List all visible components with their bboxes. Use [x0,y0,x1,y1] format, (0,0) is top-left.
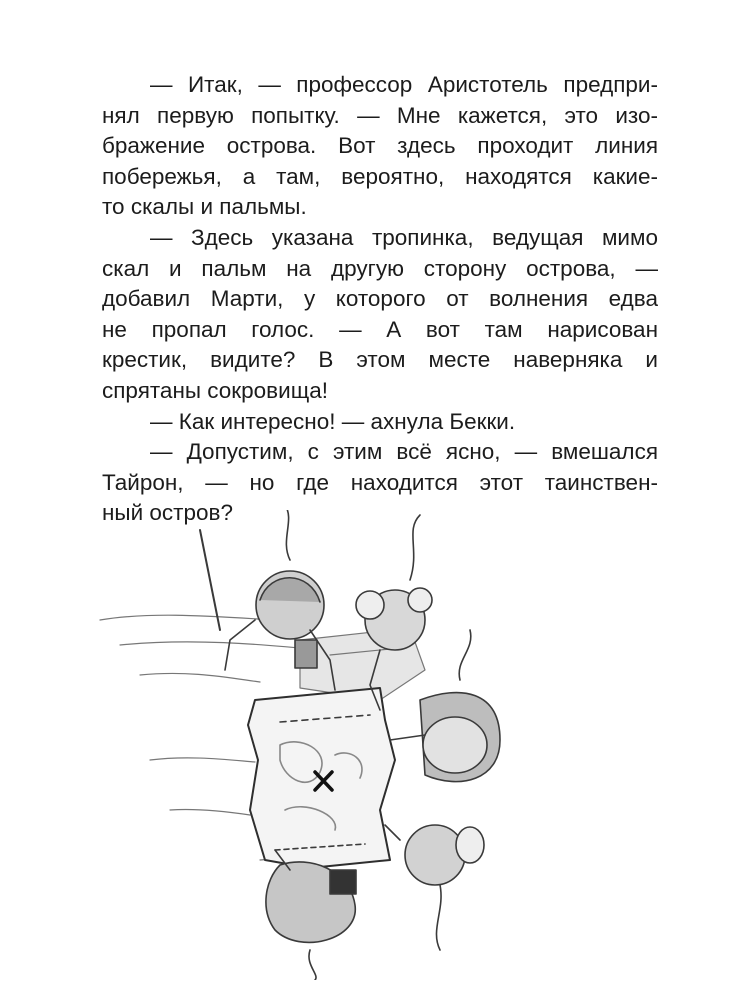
text-line: — Здесь указана тропинка, ведущая мимо [150,224,658,250]
story-text [102,70,658,529]
text-line: нял первую попытку. — Мне кажется, это изо- [102,102,658,128]
text-line: то скалы и пальмы. [102,194,307,220]
text-line: ный остров? [102,500,233,526]
mouse-bottom-right [385,825,484,950]
text-line: — Как интересно! — ахнула Бекки. [150,408,516,434]
text-line: не пропал голос. — А вот там нарисован [102,316,658,342]
text-line: — Итак, — профессор Аристотель предпри- [150,72,658,97]
map-illustration [80,510,680,980]
text-line: крестик, видите? В этом месте наверняка и [102,347,658,373]
treasure-map [248,688,395,868]
mouse-explorer-top [200,510,335,690]
text-line: Тайрон, — но где находится этот таинствен- [102,469,658,495]
text-line: скал и пальм на другую сторону острова, — [102,255,658,281]
text-line: побережья, а там, вероятно, находятся какие- [102,163,658,189]
text-line: спрятаны сокровища! [102,377,328,403]
text-line: добавил Марти, у которого от волнения едва [102,286,658,312]
mouse-bottom-left [266,850,356,980]
text-line: бражение острова. Вот здесь проходит линия [102,133,658,159]
text-line: — Допустим, с этим всё ясно, — вмешался [150,439,658,465]
